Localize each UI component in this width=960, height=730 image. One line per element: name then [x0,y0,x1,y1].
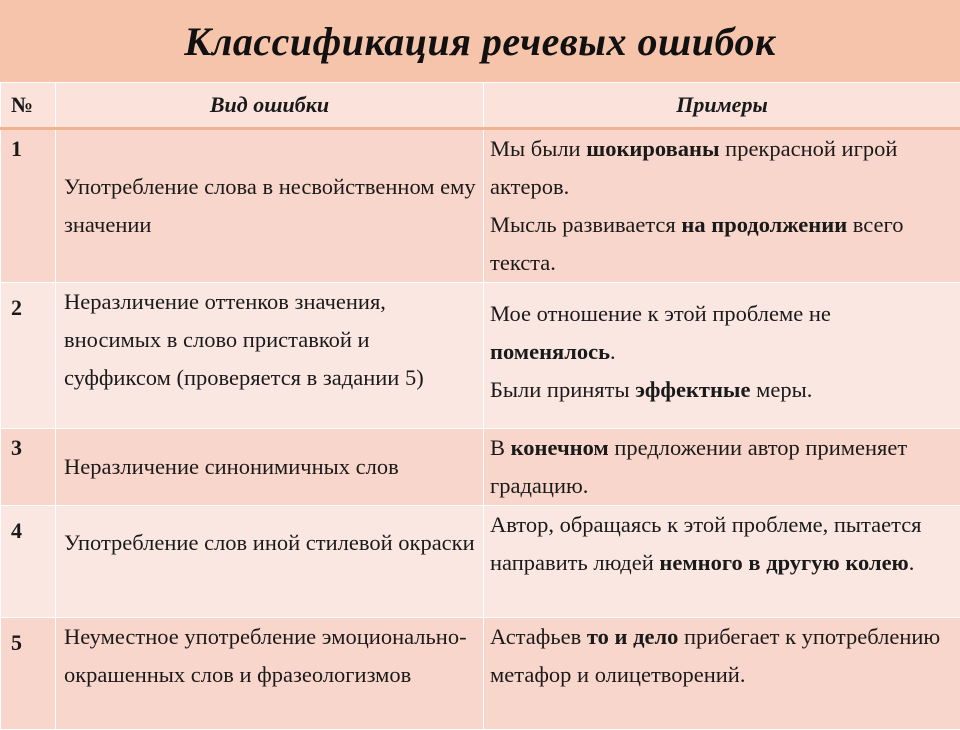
example-error-word: поменялось [490,339,610,364]
row-number: 1 [1,129,56,283]
table-row [1,283,960,429]
error-kind-text: Употребление слова в несвойственном ему значении [64,174,476,237]
header-kind: Вид ошибки [56,83,484,129]
header-num: № [1,83,56,129]
error-kind-text: Неразличение синонимичных слов [64,454,399,479]
table-row [1,618,960,730]
example-error-word: на продолжении [681,212,847,237]
example-line: Астафьев то и дело прибегает к употреблению метафор и олицетворений. [490,618,954,694]
example-line: Мое отношение к этой проблеме не поменялось. [490,295,954,371]
title-bar [0,0,960,82]
examples-cell [484,506,960,618]
header-row [1,83,960,129]
table-row [1,429,960,506]
row-number: 3 [1,429,56,506]
example-error-word: эффектные [635,377,750,402]
table-row [1,129,960,283]
header-examples: Примеры [484,83,960,129]
example-error-word: конечном [511,435,609,460]
error-kind [56,129,484,283]
example-line: Мы были шокированы прекрасной игрой актеров. [490,130,954,206]
row-number: 2 [1,283,56,429]
example-line: Были приняты эффектные меры. [490,371,954,409]
examples-cell [484,129,960,283]
table-row [1,506,960,618]
row-number: 5 [1,618,56,730]
error-kind-text: Неразличение оттенков значения, вносимых в слово приставкой и суффиксом (проверяется в задании 5) [64,289,424,390]
example-line: Мысль развивается на продолжении всего текста. [490,206,954,282]
error-kind-text: Употребление слов иной стилевой окраски [64,530,475,555]
row-number: 4 [1,506,56,618]
examples-cell [484,283,960,429]
error-kind [56,283,484,429]
error-kind [56,429,484,506]
error-kind [56,618,484,730]
example-line: В конечном предложении автор применяет градацию. [490,429,954,505]
examples-cell [484,618,960,730]
error-kind-text: Неуместное употребление эмоционально-окрашенных слов и фразеологизмов [64,624,467,687]
example-error-word: шокированы [586,136,719,161]
errors-table [0,82,960,730]
example-error-word: немного в другую колею [659,550,908,575]
example-error-word: то и дело [587,624,678,649]
error-kind [56,506,484,618]
examples-cell [484,429,960,506]
page-title: Классификация речевых ошибок [184,18,776,65]
example-line: Автор, обращаясь к этой проблеме, пытается направить людей немного в другую колею. [490,506,954,582]
